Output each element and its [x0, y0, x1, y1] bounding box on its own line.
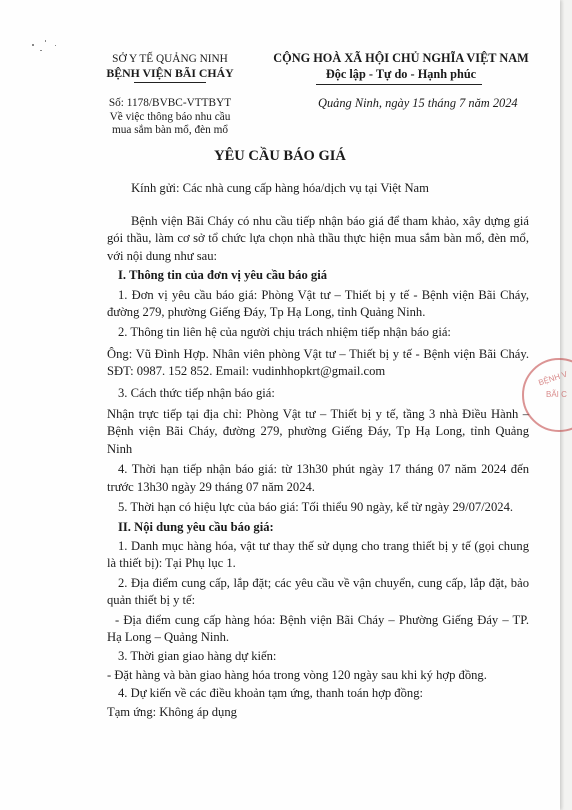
delivery-time: - Đặt hàng và bàn giao hàng hóa trong vòng 120 ngày sau khi ký hợp đồng.: [107, 667, 487, 682]
nation-name: CỘNG HOÀ XÃ HỘI CHỦ NGHĨA VIỆT NAM: [273, 51, 529, 65]
header-underline-left: [134, 82, 206, 83]
document-number: Số: 1178/BVBC-VTTBYT: [108, 97, 232, 109]
delivery-location: - Địa điểm cung cấp hàng hóa: Bệnh viện Bãi Cháy – Phường Giếng Đáy – TP. Hạ Long – Quảng Ninh.: [107, 612, 529, 644]
scan-speck: [55, 45, 56, 46]
section-1-item-5: 5. Thời hạn có hiệu lực của báo giá: Tối thiểu 90 ngày, kể từ ngày 29/07/2024.: [118, 500, 514, 515]
section-2-item-1: 1. Danh mục hàng hóa, vật tư thay thế sử dụng cho trang thiết bị y tế (gọi chung là thiết bị): Tại Phụ lục 1.: [107, 538, 529, 571]
stamp-text-1: BỆNH V: [537, 369, 569, 388]
advance-payment: Tạm ứng: Không áp dụng: [107, 704, 237, 719]
section-2-item-2: 2. Địa điểm cung cấp, lắp đặt; các yêu cầu về vận chuyển, cung cấp, lắp đặt, bảo quản thiết bị y tế:: [107, 575, 529, 608]
department-name: SỞ Y TẾ QUẢNG NINH: [112, 53, 228, 65]
contact-person: Ông: Vũ Đình Hợp. Nhân viên phòng Vật tư – Thiết bị y tế - Bệnh viện Bãi Cháy. SĐT: 0987. 152 852. Email: vudinhhopkrt@gmail.com: [107, 346, 529, 379]
hospital-name: BỆNH VIỆN BÃI CHÁY: [106, 66, 234, 80]
document-title: YÊU CẦU BÁO GIÁ: [214, 148, 346, 164]
subject-line-2: mua sắm bàn mổ, đèn mổ: [111, 124, 229, 136]
section-2-heading: II. Nội dung yêu cầu báo giá:: [118, 519, 274, 534]
section-1-item-3: 3. Cách thức tiếp nhận báo giá:: [118, 385, 275, 400]
section-1-heading: I. Thông tin của đơn vị yêu cầu báo giá: [118, 268, 327, 283]
receiving-address: Nhận trực tiếp tại địa chỉ: Phòng Vật tư – Thiết bị y tế, tầng 3 nhà Điều Hành – Bệnh viện Bãi Cháy, đường 279, phường Giếng Đáy, Tp Hạ Long, tỉnh Quảng Ninh: [107, 407, 529, 456]
scan-speck: [45, 40, 46, 42]
hospital-stamp: [522, 358, 572, 432]
document-body: [107, 213, 529, 721]
header-underline-right: [316, 84, 482, 85]
place-date: Quảng Ninh, ngày 15 tháng 7 năm 2024: [318, 96, 518, 110]
subject-line-1: Về việc thông báo nhu cầu: [109, 111, 231, 123]
scan-speck: [40, 50, 42, 51]
intro-paragraph: Bệnh viện Bãi Cháy có nhu cầu tiếp nhận báo giá để tham khảo, xây dựng giá gói thầu, làm cơ sở tổ chức lựa chọn nhà thầu thực hiện mua sắm bàn mổ, đèn mổ, với nội dung như sau:: [107, 214, 529, 263]
section-2-item-3: 3. Thời gian giao hàng dự kiến:: [118, 649, 277, 664]
stamp-text-2: BÃI C: [546, 390, 567, 399]
section-1-item-1: 1. Đơn vị yêu cầu báo giá: Phòng Vật tư – Thiết bị y tế - Bệnh viện Bãi Cháy, đường 279, phường Giếng Đáy, Tp Hạ Long, tỉnh Quảng Ninh.: [107, 287, 529, 320]
recipient-line: Kính gửi: Các nhà cung cấp hàng hóa/dịch vụ tại Việt Nam: [131, 181, 429, 195]
section-1-item-4: 4. Thời hạn tiếp nhận báo giá: từ 13h30 phút ngày 17 tháng 07 năm 2024 đến trước 13h30 ngày 29 tháng 07 năm 2024.: [107, 462, 529, 494]
section-1-item-2: 2. Thông tin liên hệ của người chịu trách nhiệm tiếp nhận báo giá:: [118, 325, 451, 340]
national-motto: Độc lập - Tự do - Hạnh phúc: [325, 67, 477, 81]
scan-speck: [32, 44, 34, 46]
section-2-item-4: 4. Dự kiến về các điều khoản tạm ứng, thanh toán hợp đồng:: [118, 686, 423, 701]
